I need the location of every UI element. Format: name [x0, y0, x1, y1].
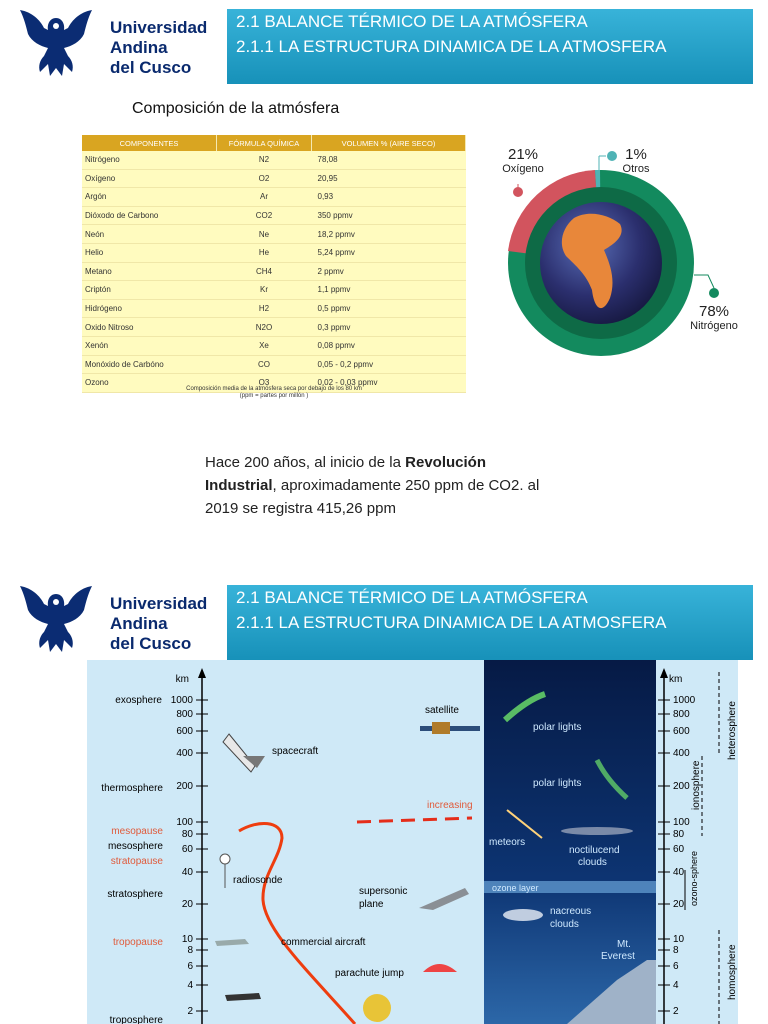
homosphere-label: homosphere: [727, 944, 738, 1000]
table-row: [82, 318, 466, 337]
slide-2: [0, 576, 768, 1024]
table-row: [82, 151, 466, 169]
tick-label: 4: [187, 980, 193, 991]
table-caption: [82, 386, 466, 400]
nitrogen-percent: 78%: [698, 303, 730, 320]
exosphere-label: exosphere: [115, 695, 162, 706]
formula-cell: Xe: [217, 336, 312, 355]
volume-cell: 78,08: [312, 151, 466, 169]
tick-label: 4: [673, 980, 679, 991]
tick-label: 200: [176, 781, 193, 792]
logo-line-1: Universidad: [110, 594, 208, 613]
stratosphere-label: stratosphere: [107, 889, 163, 900]
logo-line-3: del Cusco: [110, 58, 192, 77]
logo-line-3: del Cusco: [110, 634, 192, 653]
nitrogen-marker-icon: [709, 288, 719, 298]
volume-cell: 0,02 - 0,03 ppmv: [312, 374, 466, 393]
formula-cell: CO: [217, 355, 312, 374]
formula-cell: N2O: [217, 318, 312, 337]
component-cell: Argón: [82, 188, 217, 207]
table-row: [82, 262, 466, 281]
nacreous-label-1: nacreous: [550, 906, 592, 917]
formula-cell: N2: [217, 151, 312, 169]
paragraph-pre: Hace 200 años, al inicio de la: [205, 454, 406, 471]
oxygen-percent: 21%: [507, 146, 539, 163]
university-logo: [14, 6, 224, 86]
supersonic-label-2: plane: [359, 899, 384, 910]
tick-label: 600: [673, 726, 690, 737]
others-label: [616, 146, 656, 175]
formula-cell: O3: [217, 374, 312, 393]
condor-emblem-icon: [14, 6, 98, 82]
tick-label: 40: [181, 867, 193, 878]
table-row: [82, 336, 466, 355]
co2-paragraph: [205, 451, 545, 520]
caption-line-2: (ppm = partes por millón ): [239, 393, 309, 399]
volume-cell: 0,93: [312, 188, 466, 207]
commercial-aircraft-label: commercial aircraft: [281, 937, 366, 948]
formula-cell: Ne: [217, 225, 312, 244]
km-label: km: [175, 674, 189, 685]
ozonosphere-label: ozono-sphere: [689, 850, 699, 906]
column-header-formula: FÓRMULA QUÍMICA: [217, 135, 312, 151]
table-row: [82, 169, 466, 188]
formula-cell: CO2: [217, 206, 312, 225]
everest-label-2: Everest: [601, 951, 635, 962]
km-label-right: km: [669, 674, 683, 685]
component-cell: Oxido Nitroso: [82, 318, 217, 337]
tick-label: 80: [181, 829, 193, 840]
composition-table: [82, 135, 466, 393]
logo-line-2: Andina: [110, 38, 168, 57]
spacecraft-label: spacecraft: [272, 746, 319, 757]
logo-line-1: Universidad: [110, 18, 208, 37]
component-cell: Nitrógeno: [82, 151, 217, 169]
table-row: [82, 188, 466, 207]
table-row: [82, 355, 466, 374]
tick-label: 6: [673, 961, 679, 972]
section-subtitle: Composición de la atmósfera: [132, 100, 340, 117]
component-cell: Monóxido de Carbóno: [82, 355, 217, 374]
tick-label: 800: [176, 709, 193, 720]
header-title: 2.1 BALANCE TÉRMICO DE LA ATMÓSFERA: [236, 588, 588, 607]
tick-label: 20: [181, 899, 193, 910]
tick-label: 100: [176, 817, 193, 828]
tick-label: 20: [673, 899, 685, 910]
composition-pie-chart: [496, 140, 756, 370]
diagram-graphic: [87, 660, 738, 1024]
formula-cell: He: [217, 243, 312, 262]
formula-cell: Kr: [217, 281, 312, 300]
slide-header: [227, 9, 753, 84]
component-cell: Helio: [82, 243, 217, 262]
tropopause-label: tropopause: [112, 937, 163, 948]
radiosonde-balloon-icon: [220, 854, 230, 864]
component-cell: Metano: [82, 262, 217, 281]
volume-cell: 2 ppmv: [312, 262, 466, 281]
tick-label: 1000: [170, 695, 193, 706]
mesopause-label: mesopause: [111, 826, 163, 837]
stratopause-label: stratopause: [110, 856, 163, 867]
heterosphere-label: heterosphere: [727, 701, 738, 760]
right-scale-panel: [656, 660, 738, 1024]
column-header-volume: VOLUMEN % (AIRE SECO): [312, 135, 466, 151]
thermosphere-label: thermosphere: [101, 783, 163, 794]
condor-emblem-icon: [14, 582, 98, 658]
volume-cell: 5,24 ppmv: [312, 243, 466, 262]
volume-cell: 20,95: [312, 169, 466, 188]
column-header-components: COMPONENTES: [82, 135, 217, 151]
polar-lights-label-1: polar lights: [533, 722, 582, 733]
tick-label: 2: [673, 1006, 679, 1017]
others-percent: 1%: [625, 146, 647, 163]
tick-label: 60: [181, 844, 193, 855]
tick-label: 8: [673, 945, 679, 956]
noctilucent-label-1: noctilucend: [569, 845, 620, 856]
volume-cell: 0,08 ppmv: [312, 336, 466, 355]
component-cell: Neón: [82, 225, 217, 244]
header-title: 2.1 BALANCE TÉRMICO DE LA ATMÓSFERA: [236, 12, 588, 31]
paragraph-post: , aproximadamente 250 ppm de CO2. al 2019 se registra 415,26 ppm: [205, 477, 540, 517]
tick-label: 600: [176, 726, 193, 737]
slide-header: [227, 585, 753, 660]
increasing-label: increasing: [427, 800, 473, 811]
tick-label: 400: [673, 748, 690, 759]
table-row: [82, 225, 466, 244]
component-cell: Xenón: [82, 336, 217, 355]
tick-label: 400: [176, 748, 193, 759]
caption-line-1: Composición media de la atmósfera seca por debajo de los 80 km: [186, 386, 362, 392]
tick-label: 80: [673, 829, 685, 840]
radiosonde-label: radiosonde: [233, 875, 283, 886]
component-cell: Criptón: [82, 281, 217, 300]
everest-label-1: Mt.: [617, 939, 631, 950]
table-row: [82, 299, 466, 318]
formula-cell: Ar: [217, 188, 312, 207]
polar-lights-label-2: polar lights: [533, 778, 582, 789]
troposphere-label: troposphere: [109, 1015, 163, 1024]
tick-label: 800: [673, 709, 690, 720]
supersonic-label-1: supersonic: [359, 886, 408, 897]
component-cell: Dióxodo de Carbono: [82, 206, 217, 225]
tick-label: 1000: [673, 695, 696, 706]
tick-label: 6: [187, 961, 193, 972]
tick-label: 2: [187, 1006, 193, 1017]
nacreous-cloud-icon: [503, 909, 543, 921]
tick-label: 10: [673, 934, 685, 945]
volume-cell: 0,5 ppmv: [312, 299, 466, 318]
university-logo: [14, 582, 224, 662]
tick-label: 200: [673, 781, 690, 792]
nitrogen-name: Nitrógeno: [690, 320, 738, 332]
component-cell: Hidrógeno: [82, 299, 217, 318]
tick-label: 8: [187, 945, 193, 956]
tick-label: 10: [181, 934, 193, 945]
ionosphere-label: ionosphere: [691, 760, 702, 810]
volume-cell: 1,1 ppmv: [312, 281, 466, 300]
oxygen-name: Oxígeno: [502, 163, 544, 175]
parachute-jump-label: parachute jump: [335, 968, 404, 979]
noctilucent-cloud-icon: [561, 827, 633, 835]
table-row: [82, 206, 466, 225]
formula-cell: H2: [217, 299, 312, 318]
tick-label: 40: [673, 867, 685, 878]
satellite-label: satellite: [425, 705, 459, 716]
nitrogen-label: [682, 303, 746, 332]
ozone-layer-label: ozone layer: [492, 883, 539, 893]
component-cell: Oxígeno: [82, 169, 217, 188]
volume-cell: 0,3 ppmv: [312, 318, 466, 337]
table-row: [82, 243, 466, 262]
nacreous-label-2: clouds: [550, 919, 579, 930]
oxygen-label: [496, 146, 550, 175]
table-row: [82, 281, 466, 300]
paragraph-bold: Revolución Industrial: [205, 454, 486, 494]
mesosphere-label: mesosphere: [107, 841, 163, 852]
logo-line-2: Andina: [110, 614, 168, 633]
meteors-label: meteors: [489, 837, 526, 848]
tick-label: 100: [673, 817, 690, 828]
formula-cell: CH4: [217, 262, 312, 281]
noctilucent-label-2: clouds: [578, 857, 607, 868]
volume-cell: 350 ppmv: [312, 206, 466, 225]
hot-air-balloon-icon: [363, 994, 391, 1022]
others-name: Otros: [622, 163, 650, 175]
atmosphere-structure-diagram: [87, 660, 738, 1024]
header-subtitle: 2.1.1 LA ESTRUCTURA DINAMICA DE LA ATMOSFERA: [236, 37, 667, 56]
header-subtitle: 2.1.1 LA ESTRUCTURA DINAMICA DE LA ATMOSFERA: [236, 613, 667, 632]
formula-cell: O2: [217, 169, 312, 188]
component-cell: Ozono: [82, 374, 217, 393]
oxygen-marker-icon: [513, 187, 523, 197]
volume-cell: 18,2 ppmv: [312, 225, 466, 244]
volume-cell: 0,05 - 0,2 ppmv: [312, 355, 466, 374]
tick-label: 60: [673, 844, 685, 855]
